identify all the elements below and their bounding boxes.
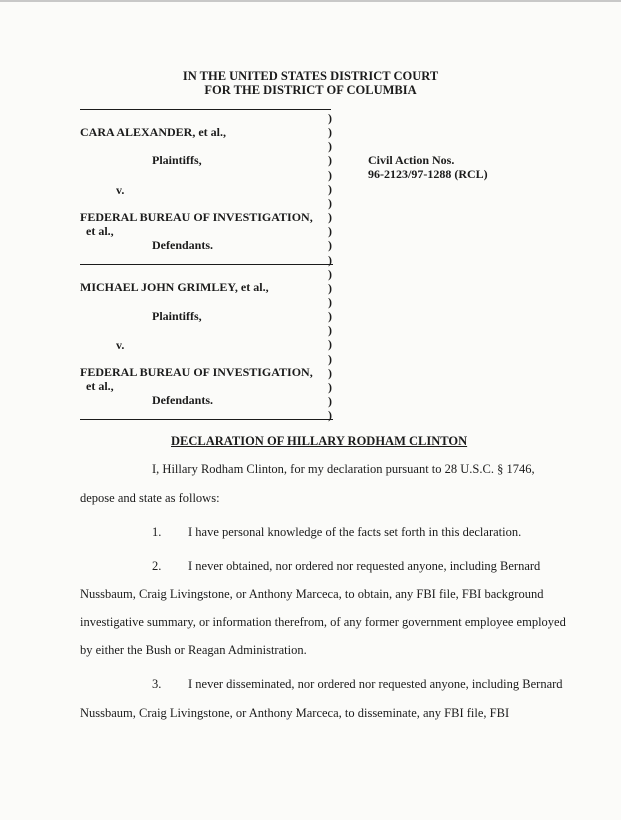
caption-paren: ): [328, 408, 332, 423]
caption-paren: ): [328, 181, 332, 196]
caption-rule-middle: [80, 264, 333, 265]
item1-line1: I have personal knowledge of the facts set forth in this declaration.: [188, 525, 522, 539]
caption-paren: ): [328, 309, 332, 324]
caption-paren: ): [328, 111, 332, 125]
case1-plaintiff: CARA ALEXANDER, et al.,: [80, 125, 227, 139]
case2-defendant-line1: FEDERAL BUREAU OF INVESTIGATION,: [80, 365, 313, 379]
court-name-line1: IN THE UNITED STATES DISTRICT COURT: [182, 69, 439, 83]
caption-paren: ): [328, 195, 332, 210]
case1-defendant-line1: FEDERAL BUREAU OF INVESTIGATION,: [80, 210, 313, 224]
caption-paren: ): [328, 210, 332, 225]
item2-line3: investigative summary, or information therefrom, of any former government employee employed: [80, 615, 566, 629]
caption-paren: ): [328, 280, 332, 295]
case1-plaintiffs-label: Plaintiffs,: [152, 153, 202, 167]
declaration-title: DECLARATION OF HILLARY RODHAM CLINTON: [171, 434, 468, 448]
caption-paren: ): [328, 351, 332, 366]
caption-paren: ): [328, 337, 332, 352]
caption-paren: ): [328, 153, 332, 168]
item2-line4: by either the Bush or Reagan Administration.: [80, 643, 307, 657]
caption-paren: ): [328, 294, 332, 309]
caption-paren: ): [328, 252, 332, 267]
civil-action-label: Civil Action Nos.: [368, 153, 455, 167]
caption-paren: ): [328, 365, 332, 380]
item3-number: 3.: [152, 677, 162, 691]
caption-rule-bottom: [80, 419, 333, 420]
item3-line2: Nussbaum, Craig Livingstone, or Anthony Marceca, to disseminate, any FBI file, FBI: [80, 706, 510, 720]
case1-versus: v.: [116, 183, 125, 197]
caption-paren: ): [328, 167, 332, 182]
item2-line2: Nussbaum, Craig Livingstone, or Anthony Marceca, to obtain, any FBI file, FBI background: [80, 587, 544, 601]
case1-defendant-line2: et al.,: [86, 224, 114, 238]
item2-line1: I never obtained, nor ordered nor requested anyone, including Bernard: [188, 559, 541, 573]
case2-plaintiffs-label: Plaintiffs,: [152, 309, 202, 323]
civil-action-numbers: 96-2123/97-1288 (RCL): [368, 167, 488, 181]
court-name-line2: FOR THE DISTRICT OF COLUMBIA: [204, 83, 417, 97]
caption-paren: ): [328, 238, 332, 253]
item3-line1: I never disseminated, nor ordered nor requested anyone, including Bernard: [188, 677, 563, 691]
item1-number: 1.: [152, 525, 162, 539]
case2-versus: v.: [116, 338, 125, 352]
caption-paren: ): [328, 323, 332, 338]
case2-defendants-label: Defendants.: [152, 393, 214, 407]
intro-line1: I, Hillary Rodham Clinton, for my declaration pursuant to 28 U.S.C. § 1746,: [152, 462, 535, 476]
caption-paren: ): [328, 224, 332, 239]
caption-paren: ): [328, 394, 332, 408]
item2-number: 2.: [152, 559, 162, 573]
scan-top-edge: [0, 0, 621, 2]
case1-defendants-label: Defendants.: [152, 238, 214, 252]
caption-rule-top: [80, 109, 331, 110]
case2-plaintiff: MICHAEL JOHN GRIMLEY, et al.,: [80, 280, 269, 294]
caption-paren: ): [328, 266, 332, 281]
caption-paren: ): [328, 139, 332, 154]
case2-defendant-line2: et al.,: [86, 379, 114, 393]
intro-line2: depose and state as follows:: [80, 491, 220, 505]
caption-paren: ): [328, 125, 332, 140]
caption-paren: ): [328, 379, 332, 394]
